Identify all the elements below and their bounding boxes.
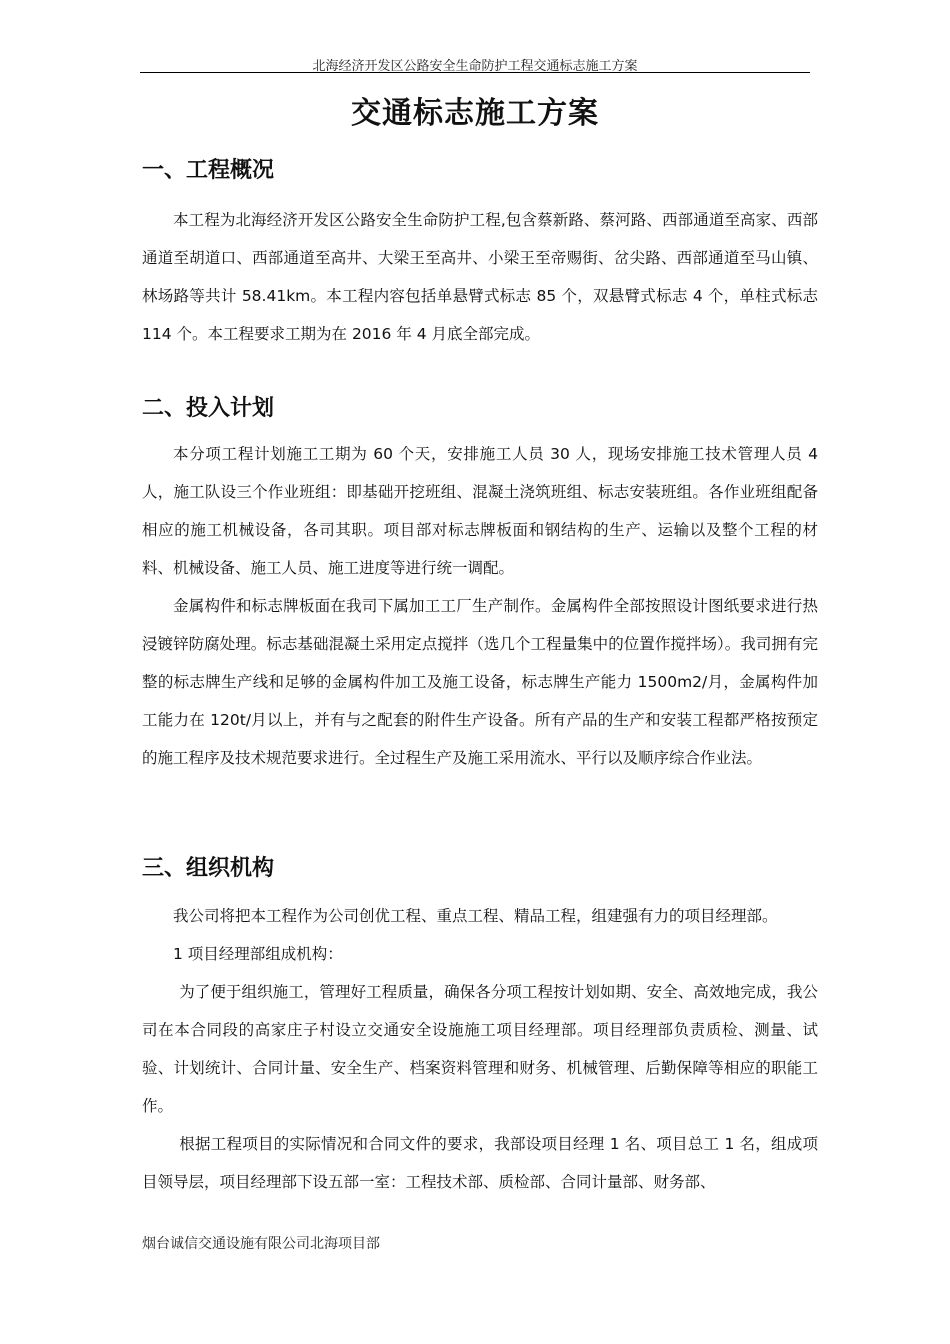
running-header: 北海经济开发区公路安全生命防护工程交通标志施工方案 [312, 59, 638, 74]
paragraph-organization-2: 根据工程项目的实际情况和合同文件的要求，我部设项目经理 1 名、项目总工 1 名，组成项目领导层，项目经理部下设五部一室：工程技术部、质检部、合同计量部、财务部、 [142, 1135, 818, 1191]
section-heading-organization: 三、组织机构 [142, 856, 275, 881]
paragraph-organization-intro: 我公司将把本工程作为公司创优工程、重点工程、精品工程，组建强有力的项目经理部。 [173, 907, 778, 925]
paragraph-organization-subheading: 1 项目经理部组成机构： [173, 945, 343, 963]
header-divider [140, 72, 810, 73]
paragraph-input-plan-2: 金属构件和标志牌板面在我司下属加工工厂生产制作。金属构件全部按照设计图纸要求进行热浸镀锌防腐处理。标志基础混凝土采用定点搅拌（选几个工程量集中的位置作搅拌场）。我司拥有完整的标志牌生产线和足够的金属构件加工及施工设备，标志牌生产能力 1500m2/月，金属构件加工能力在 120t/月以上，并有与之配套的附件生产设备。所有产品的生产和安装工程都严格按预定的施工程序及技术规范要求进行。全过程生产及施工采用流水、平行以及顺序综合作业法。 [142, 597, 818, 767]
document-title: 交通标志施工方案 [351, 96, 599, 131]
section-heading-overview: 一、工程概况 [142, 158, 275, 183]
section-heading-input-plan: 二、投入计划 [142, 396, 275, 421]
paragraph-organization-1: 为了便于组织施工，管理好工程质量，确保各分项工程按计划如期、安全、高效地完成，我公司在本合同段的高家庄子村设立交通安全设施施工项目经理部。项目经理部负责质检、测量、试验、计划统计、合同计量、安全生产、档案资料管理和财务、机械管理、后勤保障等相应的职能工作。 [142, 983, 818, 1115]
footer-company: 烟台诚信交通设施有限公司北海项目部 [142, 1236, 380, 1252]
paragraph-input-plan-1: 本分项工程计划施工工期为 60 个天，安排施工人员 30 人，现场安排施工技术管理人员 4 人，施工队设三个作业班组：即基础开挖班组、混凝土浇筑班组、标志安装班组。各作业班组配备相应的施工机械设备，各司其职。项目部对标志牌板面和钢结构的生产、运输以及整个工程的材料、机械设备、施工人员、施工进度等进行统一调配。 [142, 445, 818, 577]
paragraph-overview: 本工程为北海经济开发区公路安全生命防护工程,包含蔡新路、蔡河路、西部通道至高家、西部通道至胡道口、西部通道至高井、大梁王至高井、小梁王至帝赐街、岔尖路、西部通道至马山镇、林场路等共计 58.41km。本工程内容包括单悬臂式标志 85 个，双悬臂式标志 4 个，单柱式标志 114 个。本工程要求工期为在 2016 年 4 月底全部完成。 [142, 211, 818, 343]
